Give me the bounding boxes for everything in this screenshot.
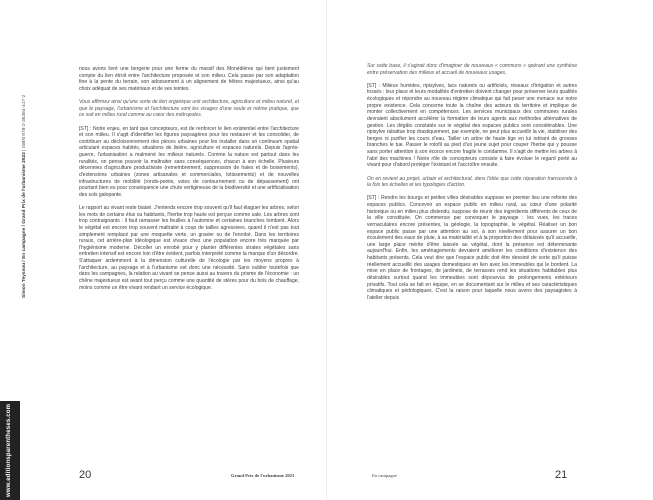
page-gutter [326, 0, 327, 500]
right-page-text [367, 63, 577, 308]
page-number-right: 21 [555, 469, 568, 481]
paragraph: [ST] : Rendre les bourgs et petites villes désirables suppose en premier lieu une refonte des espaces publics. Concevoir un espace public en milieu rural, au cœur d'une polarité historique ou en milieu plus distendu, suppose de réunir des ingrédients différents de ceux de la ville constituée. On commence par convoquer le paysage : les vues, les traces vernaculaires encore présentes, la géologie, la topographie, le végétal. Réaliser un bon espace public passe par une attention au sol, à son nivellement pour assurer un bon écoulement des eaux de pluie, à sa matérialité et à la proportion des délaissés qu'il accueille, une large place mérite d'être laissée au végétal, dont la présence est déterminante aujourd'hui. Enfin, les aménagements devraient améliorer les conditions d'existence des habitants présents. Cela veut dire que l'espace public doit être dessiné de sorte qu'il puisse réellement accueillir des usages domestiques en lien avec les immeubles qui le bordent. La mise en place de frontages, de jardinets, de terrasses rend les situations habitables plus désirables surtout quand les immeubles sont dépourvus de prolongements extérieurs privatifs. Tout cela se fait en équipe, en se documentant sur le milieu et ses caractéristiques climatiques et pédologiques. C'est la raison pour laquelle nous avons des paysagistes à l'atelier depuis [367, 195, 577, 301]
paragraph: [ST] : Milieux humides, ripisylves, lacs naturels ou artificiels, réseaux d'irrigation et autres fossés : leur place et leurs modalités d'entretien doivent changer pour préserver leurs qualités écologiques et répondre au nouveau régime climatique qui fait peser une menace sur notre propre existence. Cela concerne toute la chaîne des acteurs du territoire et implique de monter collectivement en compétences. Les services municipaux des communes rurales devraient absolument accélérer la formation de leurs agents aux méthodes alternatives de gestion. Les dégâts constatés sur le végétal des espaces publics sont considérables. Une ripisylve rabattue trop drastiquement, par exemple, ne peut plus accueillir la vie, stabiliser des berges ni purifier les cours d'eau. Tailler un arbre de haute tige en lui retirant de grosses branches le tue. Passer le rotofil au pied d'un jeune sujet pour couper l'herbe qui y pousse sans porter attention à son écorce encore fragile le condamne. Il s'agit de mettre les arbres à l'abri des machines ! Notre rôle de concepteurs consiste à faire évoluer le regard porté au vivant pour d'abord protéger l'existant et l'accroître ensuite. [367, 82, 577, 169]
side-credit: Simon Teyssou / En campagne / Grand Prix de l'urbanisme 2023 [22, 152, 27, 298]
publisher-url-band [0, 401, 20, 500]
running-head-right: En campagne [372, 473, 397, 478]
interview-question: Vous affirmez ainsi qu'une sorte de lien organique unit architecture, agriculture et milieu naturel, et que le paysage, l'urbanisme et l'architecture sont les visages d'une seule et même pratique, que ce soit en milieu rural comme au cœur des métropoles. [79, 99, 299, 119]
interview-question: Sur cette base, il s'agirait donc d'imaginer de nouveaux « communs » opérant une synthèse entre préservation des milieux et accueil de nouveaux usages. [367, 63, 577, 76]
side-metadata [22, 95, 27, 298]
page-number-left: 20 [79, 469, 92, 481]
paragraph: Le rapport au vivant reste biaisé. J'entends encore trop souvent qu'il faut élaguer les arbres, selon les mots de certains élus ou habitants, l'herbe trop haute est perçue comme sale. Les arbres sont trop contraignants : il faut ramasser les feuilles à l'automne et certaines branches tombent. Alors le végétal est encore trop souvent maltraité à coup de tailles agressives, quand il n'est pas tout simplement remplacé par une moquette verte, un gravier ou de l'enrobé. Dans les territoires ruraux, cet arrière-plan idéologique est vivace chez une population encore très marquée par l'hygiénisme moderne. Décoller un enrobé pour y planter différentes strates végétales sans entretien intensif est encore loin d'être évident, parfois interprété comme la marque d'un désordre. S'attaquer ardemment à la dimension culturelle de l'écologie par les moyens propres à l'architecture, au paysage et à l'urbanisme est donc une nécessité. Sans oublier toutefois que dans les campagnes, la relation au vivant se pense aussi au travers du prisme de l'économie : un chêne majestueux est avant tout perçu comme une quantité de stères pour du bois de chauffage, moins comme un être vivant rendant un service écologique. [79, 205, 299, 291]
left-page-text [79, 66, 299, 298]
running-head-left: Grand Prix de l'urbanisme 2023 [231, 473, 295, 478]
side-separator: | [22, 148, 27, 151]
paragraph: [ST] : Notre enjeu, en tant que concepteurs, est de renforcer le lien existentiel entre l'architecture et son milieu. Il s'agit d'identifier les figures paysagères pour les restaurer et les consolider, de contribuer au décloisonnement des pièces urbaines pour les installer dans un continuum spatial articulant espaces habités, situations de lisière, agriculture et espaces naturels. Depuis l'après-guerre, l'urbanisation a malmené les milieux naturels. Comme la nature est partout dans les ruralités, on pense pouvoir la maltraiter sans conséquences, chacun à son échelle. Plusieurs décennies d'agriculture productiviste (remembrement, suppression de haies et de boisements), d'extensions urbaines (zones artisanales et commerciales, lotissements) et de nouvelles infrastructures de mobilité (ronds-points, voies de contournement ou de dépassement) ont pourtant bien eu pour conséquence une chute vertigineuse de la biodiversité et une artificialisation des sols galopante. [79, 125, 299, 198]
side-isbn: ISBN 978-2-36384-417-2 [22, 94, 27, 149]
paragraph: nous avons livré une bergerie pour une ferme du massif des Monédières qui tient justement compte du lien étroit entre l'architecture proposée et son milieu. Cela passe par son adaptation fine à la pente du terrain, son adossement à un alignement de hêtres majestueux, ainsi qu'au choix adéquat de ses matériaux et de ses teintes. [79, 66, 299, 92]
interview-question: On en revient au projet, urbain et architectural, dans l'idée que cette réparation transcende à la fois les échelles et les typologies d'action. [367, 175, 577, 189]
publisher-url: www.editionsparentheses.com [6, 403, 12, 497]
